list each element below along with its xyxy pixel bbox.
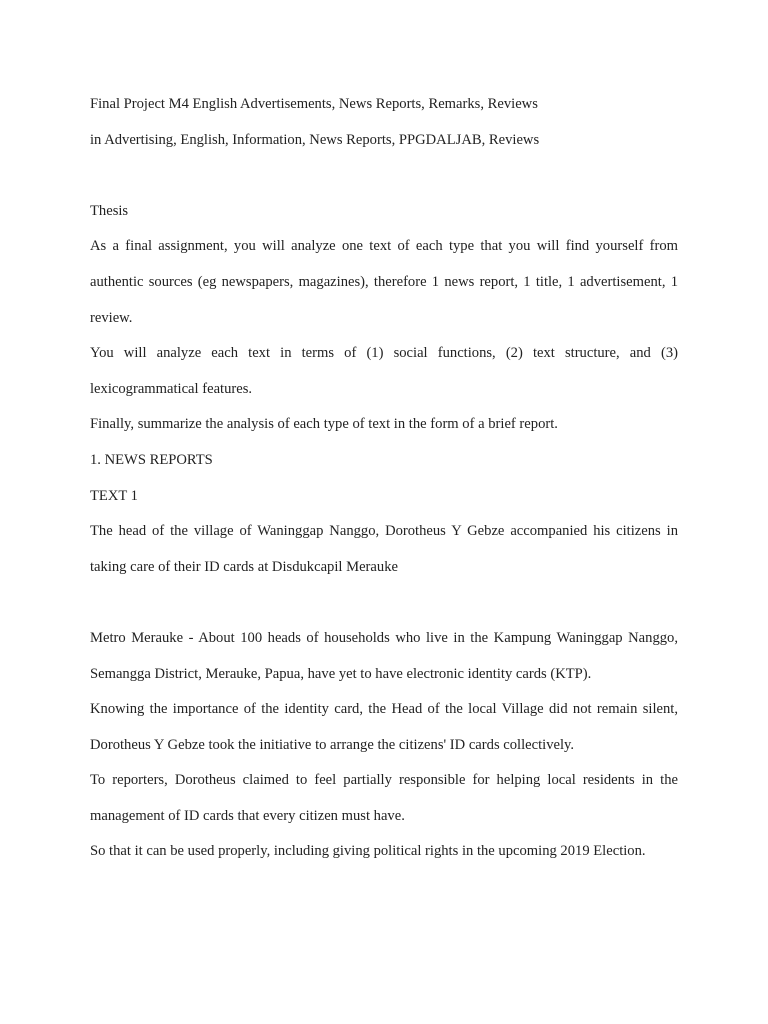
spacer [90, 158, 678, 194]
intro-paragraph-1-line-3: review. [90, 309, 133, 326]
document-title: Final Project M4 English Advertisements, News Reports, Remarks, Reviews [90, 96, 538, 112]
document-categories: in Advertising, English, Information, News Reports, PPGDALJAB, Reviews [90, 131, 540, 148]
intro-paragraph-1-line-2: authentic sources (eg newspapers, magazines), therefore 1 news report, 1 title, 1 advertisement, 1 [90, 273, 678, 290]
news-headline-line-1: The head of the village of Waninggap Nanggo, Dorotheus Y Gebze accompanied his citizens in [90, 523, 678, 540]
text-1-heading: TEXT 1 [90, 487, 138, 504]
news-body-paragraph-3-line-2: management of ID cards that every citizen must have. [90, 807, 405, 824]
intro-paragraph-2-line-2: lexicogrammatical features. [90, 380, 253, 397]
intro-paragraph-2-line-1: You will analyze each text in terms of (1) social functions, (2) text structure, and (3) [90, 345, 678, 362]
news-body-paragraph-4: So that it can be used properly, including giving political rights in the upcoming 2019 Election. [90, 843, 646, 860]
intro-paragraph-3: Finally, summarize the analysis of each type of text in the form of a brief report. [90, 416, 558, 433]
news-headline-line-2: taking care of their ID cards at Disdukcapil Merauke [90, 558, 398, 575]
news-body-paragraph-1-line-2: Semangga District, Merauke, Papua, have yet to have electronic identity cards (KTP). [90, 665, 592, 682]
intro-paragraph-1-line-1: As a final assignment, you will analyze one text of each type that you will find yourself from [90, 238, 678, 255]
news-body-paragraph-3-line-1: To reporters, Dorotheus claimed to feel partially responsible for helping local residents in the [90, 772, 678, 789]
document-page [90, 87, 678, 870]
spacer [90, 585, 678, 621]
news-body-paragraph-2-line-2: Dorotheus Y Gebze took the initiative to arrange the citizens' ID cards collectively. [90, 736, 575, 753]
news-body-paragraph-1-line-1: Metro Merauke - About 100 heads of households who live in the Kampung Waninggap Nanggo, [90, 629, 678, 646]
news-body-paragraph-2-line-1: Knowing the importance of the identity card, the Head of the local Village did not remain silent, [90, 701, 678, 718]
section-heading-news-reports: 1. NEWS REPORTS [90, 451, 213, 468]
thesis-heading: Thesis [90, 202, 129, 219]
